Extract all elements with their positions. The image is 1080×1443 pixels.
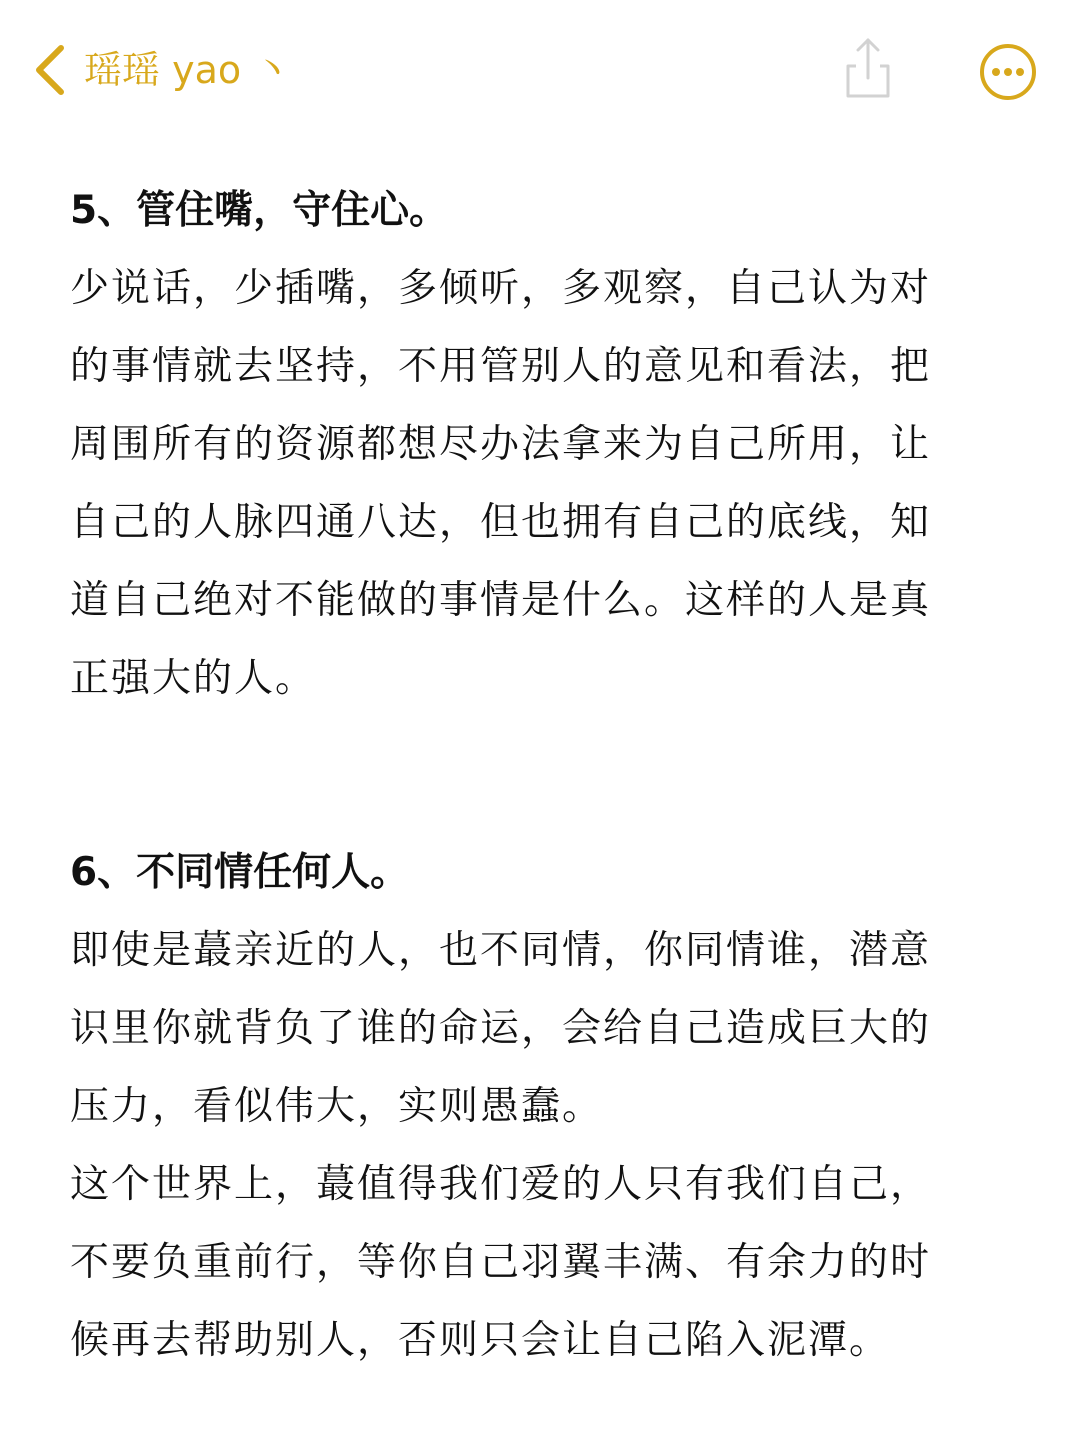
body-line: 识里你就背负了谁的命运，会给自己造成巨大的 bbox=[70, 1006, 932, 1051]
body-line: 道自己绝对不能做的事情是什么。这样的人是真 bbox=[70, 578, 932, 623]
section-heading: 5、管住嘴，守住心。 bbox=[70, 188, 449, 233]
body-line: 压力，看似伟大，实则愚蠢。 bbox=[70, 1084, 604, 1129]
author-name[interactable]: 瑶瑶 yao 丶 bbox=[84, 48, 292, 92]
body-line: 自己的人脉四通八达，但也拥有自己的底线，知 bbox=[70, 500, 932, 545]
body-line: 的事情就去坚持，不用管别人的意见和看法，把 bbox=[70, 344, 932, 389]
body-line: 即使是蕞亲近的人，也不同情，你同情谁，潜意 bbox=[70, 928, 932, 973]
body-line: 少说话，少插嘴，多倾听，多观察，自己认为对 bbox=[70, 266, 932, 311]
body-line: 正强大的人。 bbox=[70, 656, 317, 701]
note-content bbox=[70, 172, 1015, 1380]
share-icon bbox=[838, 32, 898, 104]
body-line: 不要负重前行，等你自己羽翼丰满、有余力的时 bbox=[70, 1240, 932, 1285]
section-spacer bbox=[70, 718, 1015, 834]
body-line: 候再去帮助别人，否则只会让自己陷入泥潭。 bbox=[70, 1318, 891, 1363]
section-body bbox=[70, 912, 1015, 1380]
section-body bbox=[70, 250, 1015, 718]
back-button[interactable] bbox=[30, 42, 70, 98]
chevron-left-icon bbox=[33, 44, 67, 96]
more-horizontal-icon bbox=[978, 42, 1038, 102]
top-nav-bar bbox=[0, 0, 1080, 140]
body-line: 这个世界上，蕞值得我们爱的人只有我们自己， bbox=[70, 1162, 932, 1207]
section-heading: 6、不同情任何人。 bbox=[70, 850, 410, 895]
body-line: 周围所有的资源都想尽办法拿来为自己所用，让 bbox=[70, 422, 932, 467]
share-button[interactable] bbox=[838, 32, 898, 104]
more-options-button[interactable] bbox=[978, 42, 1038, 102]
